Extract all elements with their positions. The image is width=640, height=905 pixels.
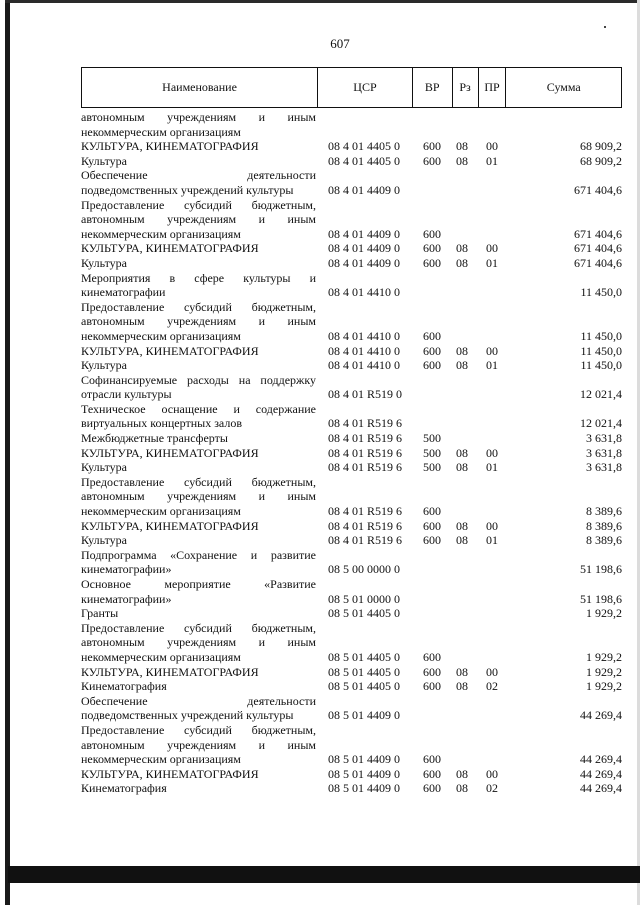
- table-header: [81, 67, 622, 108]
- scan-border-top: [5, 0, 640, 3]
- row-csr: 08 4 01 4409 0: [328, 182, 400, 197]
- row-csr: 08 5 01 4409 0: [328, 781, 400, 796]
- table-row: [81, 402, 622, 431]
- row-csr: 08 4 01 R519 6: [328, 431, 403, 446]
- row-name: [81, 548, 318, 577]
- row-name: [81, 358, 318, 373]
- row-csr: 08 5 01 4405 0: [328, 679, 400, 694]
- row-name: [81, 679, 318, 694]
- row-name: [81, 767, 318, 782]
- row-rz: 08: [456, 358, 468, 373]
- row-sum: 8 389,6: [586, 533, 622, 548]
- row-name-line: Обеспечение деятельности: [81, 693, 316, 708]
- row-sum: 1 929,2: [586, 649, 622, 664]
- table-row: [81, 446, 622, 461]
- row-name-line: Кинематография: [81, 781, 167, 796]
- table-row: [81, 781, 622, 796]
- table-row: [81, 168, 622, 197]
- row-csr: 08 5 01 4409 0: [328, 766, 400, 781]
- row-csr: 08 4 01 R519 6: [328, 460, 403, 475]
- table-row: [81, 431, 622, 446]
- row-name-line: Предоставление субсидий бюджетным,: [81, 620, 316, 635]
- row-sum: 3 631,8: [586, 460, 622, 475]
- row-name-line: автономным учреждениям и иным: [81, 489, 316, 504]
- row-name-line: Культура: [81, 255, 127, 270]
- budget-table: [81, 67, 622, 796]
- table-row: [81, 373, 622, 402]
- row-sum: 8 389,6: [586, 504, 622, 519]
- row-csr: 08 4 01 4409 0: [328, 255, 400, 270]
- table-row: [81, 358, 622, 373]
- row-name-line: Предоставление субсидий бюджетным,: [81, 722, 316, 737]
- row-name: [81, 300, 318, 344]
- row-rz: 08: [456, 679, 468, 694]
- table-row: [81, 665, 622, 680]
- row-name-line: Предоставление субсидий бюджетным,: [81, 474, 316, 489]
- row-csr: 08 5 01 4409 0: [328, 752, 400, 767]
- table-row: [81, 606, 622, 621]
- row-name-line: Культура: [81, 153, 127, 168]
- row-name-line: Основное мероприятие «Развитие: [81, 577, 316, 591]
- row-pr: 00: [486, 518, 498, 533]
- header-csr: ЦСР: [318, 68, 413, 107]
- row-vr: 600: [423, 781, 441, 796]
- table-row: [81, 723, 622, 767]
- row-name-line: Подпрограмма «Сохранение и развитие: [81, 547, 316, 562]
- row-csr: 08 5 01 4405 0: [328, 664, 400, 679]
- row-name-line: отрасли культуры: [81, 387, 172, 402]
- row-csr: 08 4 01 4405 0: [328, 153, 400, 168]
- row-sum: 671 404,6: [574, 241, 622, 256]
- row-name: [81, 665, 318, 680]
- row-name: [81, 198, 318, 242]
- row-rz: 08: [456, 664, 468, 679]
- row-sum: 1 929,2: [586, 679, 622, 694]
- row-vr: 600: [423, 664, 441, 679]
- row-rz: 08: [456, 781, 468, 796]
- row-pr: 00: [486, 241, 498, 256]
- row-csr: 08 4 01 4410 0: [328, 328, 400, 343]
- row-vr: 600: [423, 241, 441, 256]
- row-csr: 08 4 01 R519 6: [328, 416, 403, 431]
- row-name-line: Обеспечение деятельности: [81, 168, 316, 183]
- row-vr: 600: [423, 504, 441, 519]
- row-name-line: КУЛЬТУРА, КИНЕМАТОГРАФИЯ: [81, 664, 259, 679]
- row-rz: 08: [456, 343, 468, 358]
- table-row: [81, 110, 622, 139]
- row-name-line: некоммерческим организациям: [81, 124, 241, 139]
- header-rz: Рз: [453, 68, 479, 107]
- row-sum: 11 450,0: [580, 285, 622, 300]
- row-name-line: Культура: [81, 533, 127, 548]
- row-pr: 01: [486, 255, 498, 270]
- row-vr: 600: [423, 343, 441, 358]
- row-vr: 600: [423, 679, 441, 694]
- row-name-line: КУЛЬТУРА, КИНЕМАТОГРАФИЯ: [81, 766, 259, 781]
- row-name: [81, 344, 318, 359]
- row-name-line: некоммерческим организациям: [81, 226, 241, 241]
- row-sum: 44 269,4: [580, 752, 622, 767]
- table-row: [81, 621, 622, 665]
- row-pr: 00: [486, 664, 498, 679]
- row-name: [81, 606, 318, 621]
- row-name-line: автономным учреждениям и иным: [81, 737, 316, 752]
- row-vr: 600: [423, 139, 441, 154]
- table-row: [81, 241, 622, 256]
- row-pr: 01: [486, 153, 498, 168]
- row-name: [81, 154, 318, 169]
- table-row: [81, 533, 622, 548]
- row-name-line: автономным учреждениям и иным: [81, 110, 316, 124]
- row-name-line: КУЛЬТУРА, КИНЕМАТОГРАФИЯ: [81, 518, 259, 533]
- row-name: [81, 577, 318, 606]
- row-sum: 11 450,0: [580, 328, 622, 343]
- row-name-line: некоммерческим организациям: [81, 752, 241, 767]
- row-name-line: кинематографии»: [81, 562, 172, 577]
- row-csr: 08 5 01 0000 0: [328, 591, 400, 606]
- row-sum: 671 404,6: [574, 226, 622, 241]
- row-sum: 11 450,0: [580, 343, 622, 358]
- row-csr: 08 4 01 4410 0: [328, 285, 400, 300]
- row-name-line: автономным учреждениям и иным: [81, 635, 316, 650]
- row-name-line: КУЛЬТУРА, КИНЕМАТОГРАФИЯ: [81, 241, 259, 256]
- table-row: [81, 460, 622, 475]
- row-sum: 44 269,4: [580, 781, 622, 796]
- row-rz: 08: [456, 153, 468, 168]
- page-number: 607: [330, 36, 350, 51]
- table-row: [81, 694, 622, 723]
- row-name-line: некоммерческим организациям: [81, 328, 241, 343]
- row-name-line: Кинематография: [81, 679, 167, 694]
- row-sum: 3 631,8: [586, 431, 622, 446]
- row-name-line: автономным учреждениям и иным: [81, 212, 316, 227]
- table-row: [81, 154, 622, 169]
- row-pr: 00: [486, 766, 498, 781]
- row-pr: 01: [486, 460, 498, 475]
- row-name: [81, 241, 318, 256]
- table-row: [81, 548, 622, 577]
- row-name: [81, 168, 318, 197]
- row-csr: 08 4 01 R519 6: [328, 445, 403, 460]
- row-sum: 44 269,4: [580, 708, 622, 723]
- row-sum: 51 198,6: [580, 562, 622, 577]
- row-csr: 08 4 01 4410 0: [328, 343, 400, 358]
- scan-border-left: [5, 0, 10, 905]
- row-pr: 00: [486, 343, 498, 358]
- row-rz: 08: [456, 255, 468, 270]
- table-row: [81, 300, 622, 344]
- row-name-line: Мероприятия в сфере культуры и: [81, 270, 316, 285]
- row-name-line: некоммерческим организациям: [81, 504, 241, 519]
- row-sum: 12 021,4: [580, 416, 622, 431]
- row-sum: 8 389,6: [586, 518, 622, 533]
- row-csr: 08 4 01 4409 0: [328, 241, 400, 256]
- row-csr: 08 4 01 R519 6: [328, 533, 403, 548]
- row-sum: 12 021,4: [580, 387, 622, 402]
- row-csr: 08 5 01 4409 0: [328, 708, 400, 723]
- table-row: [81, 679, 622, 694]
- row-vr: 600: [423, 518, 441, 533]
- row-vr: 600: [423, 533, 441, 548]
- row-name: [81, 621, 318, 665]
- row-rz: 08: [456, 460, 468, 475]
- row-name: [81, 373, 318, 402]
- row-csr: 08 5 00 0000 0: [328, 562, 400, 577]
- row-name-line: подведомственных учреждений культуры: [81, 708, 294, 723]
- row-sum: 1 929,2: [586, 664, 622, 679]
- row-name-line: кинематографии: [81, 285, 166, 300]
- row-vr: 600: [423, 153, 441, 168]
- row-csr: 08 4 01 4405 0: [328, 139, 400, 154]
- row-name-line: Культура: [81, 358, 127, 373]
- row-csr: 08 4 01 R519 6: [328, 504, 403, 519]
- table-row: [81, 256, 622, 271]
- row-pr: 02: [486, 781, 498, 796]
- row-name-line: КУЛЬТУРА, КИНЕМАТОГРАФИЯ: [81, 445, 259, 460]
- table-row: [81, 519, 622, 534]
- row-pr: 00: [486, 445, 498, 460]
- row-sum: 1 929,2: [586, 606, 622, 621]
- row-name-line: КУЛЬТУРА, КИНЕМАТОГРАФИЯ: [81, 343, 259, 358]
- row-sum: 671 404,6: [574, 255, 622, 270]
- row-name: [81, 694, 318, 723]
- row-vr: 600: [423, 226, 441, 241]
- scan-border-bottom: [8, 866, 640, 883]
- row-name-line: автономным учреждениям и иным: [81, 314, 316, 329]
- header-sum: Сумма: [546, 80, 581, 94]
- row-csr: 08 4 01 R519 0: [328, 387, 403, 402]
- row-name: [81, 460, 318, 475]
- table-row: [81, 475, 622, 519]
- row-name-line: подведомственных учреждений культуры: [81, 182, 294, 197]
- row-name-line: КУЛЬТУРА, КИНЕМАТОГРАФИЯ: [81, 139, 259, 154]
- header-name: Наименование: [82, 68, 318, 107]
- row-rz: 08: [456, 241, 468, 256]
- row-pr: 01: [486, 533, 498, 548]
- row-csr: 08 5 01 4405 0: [328, 649, 400, 664]
- row-name-line: Предоставление субсидий бюджетным,: [81, 299, 316, 314]
- row-rz: 08: [456, 766, 468, 781]
- row-csr: 08 4 01 4409 0: [328, 226, 400, 241]
- row-sum: 44 269,4: [580, 766, 622, 781]
- row-name-line: Предоставление субсидий бюджетным,: [81, 197, 316, 212]
- row-name: [81, 402, 318, 431]
- row-rz: 08: [456, 445, 468, 460]
- row-name-line: виртуальных концертных залов: [81, 416, 243, 431]
- row-vr: 500: [423, 445, 441, 460]
- row-vr: 500: [423, 431, 441, 446]
- row-rz: 08: [456, 518, 468, 533]
- row-name: [81, 110, 318, 139]
- row-name: [81, 139, 318, 154]
- table-row: [81, 577, 622, 606]
- row-vr: 600: [423, 649, 441, 664]
- row-csr: 08 5 01 4405 0: [328, 606, 400, 621]
- table-row: [81, 139, 622, 154]
- row-vr: 600: [423, 328, 441, 343]
- row-sum: 671 404,6: [574, 182, 622, 197]
- row-csr: 08 4 01 R519 6: [328, 518, 403, 533]
- row-sum: 11 450,0: [580, 358, 622, 373]
- row-name-line: Культура: [81, 460, 127, 475]
- row-pr: 02: [486, 679, 498, 694]
- row-name-line: Межбюджетные трансферты: [81, 431, 228, 446]
- row-sum: 68 909,2: [580, 153, 622, 168]
- row-rz: 08: [456, 139, 468, 154]
- row-name-line: Техническое оснащение и содержание: [81, 401, 316, 416]
- row-name: [81, 533, 318, 548]
- row-name: [81, 475, 318, 519]
- row-vr: 600: [423, 358, 441, 373]
- table-row: [81, 344, 622, 359]
- row-name: [81, 446, 318, 461]
- row-name-line: некоммерческим организациям: [81, 649, 241, 664]
- row-name: [81, 431, 318, 446]
- row-name: [81, 519, 318, 534]
- table-row: [81, 271, 622, 300]
- row-pr: 01: [486, 358, 498, 373]
- row-vr: 500: [423, 460, 441, 475]
- row-rz: 08: [456, 533, 468, 548]
- row-name: [81, 723, 318, 767]
- row-pr: 00: [486, 139, 498, 154]
- row-name: [81, 271, 318, 300]
- table-row: [81, 198, 622, 242]
- row-sum: 68 909,2: [580, 139, 622, 154]
- row-vr: 600: [423, 255, 441, 270]
- row-sum: 3 631,8: [586, 445, 622, 460]
- row-name: [81, 781, 318, 796]
- row-name: [81, 256, 318, 271]
- row-name-line: кинематографии»: [81, 591, 172, 606]
- header-pr: ПР: [479, 68, 507, 107]
- row-name-line: Софинансируемые расходы на поддержку: [81, 372, 316, 387]
- row-vr: 600: [423, 766, 441, 781]
- row-sum: 51 198,6: [580, 591, 622, 606]
- header-vr: ВР: [413, 68, 453, 107]
- table-body: [81, 110, 622, 796]
- scan-speck: [604, 26, 606, 28]
- row-name-line: Гранты: [81, 606, 119, 621]
- row-vr: 600: [423, 752, 441, 767]
- table-row: [81, 767, 622, 782]
- row-csr: 08 4 01 4410 0: [328, 358, 400, 373]
